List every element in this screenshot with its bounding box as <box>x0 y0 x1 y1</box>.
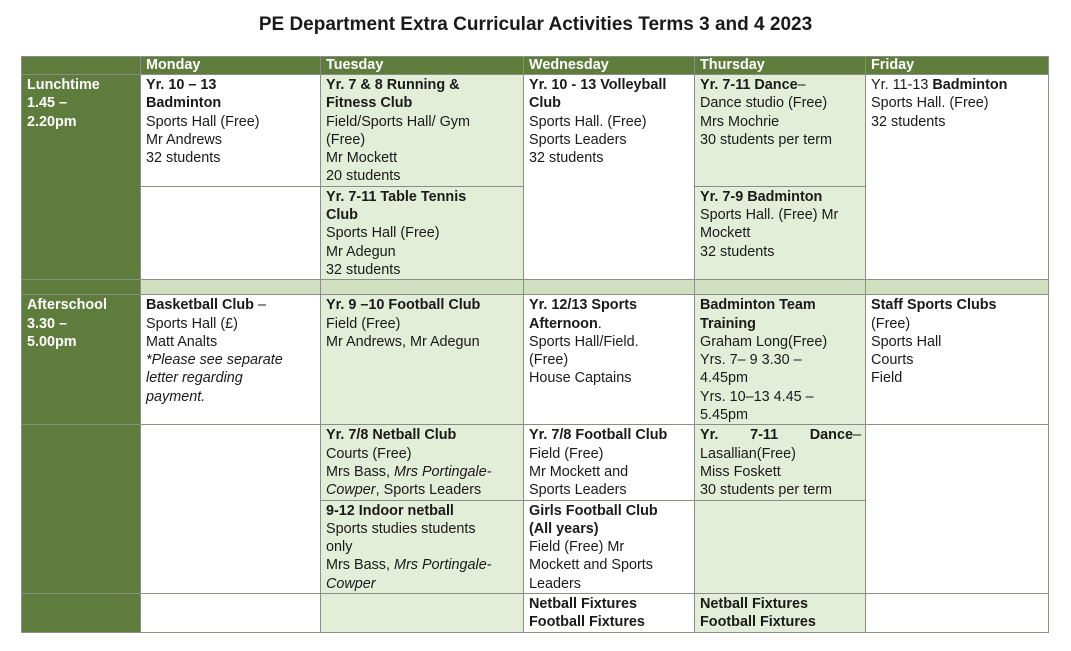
activity-detail: 32 students <box>871 113 946 130</box>
payment-note: *Please see separate <box>146 352 283 369</box>
activity-title: Yr. 10 - 13 Volleyball <box>529 77 667 93</box>
activity-title: Club <box>326 207 358 224</box>
activity-detail: Sports Hall (Free) <box>326 225 440 242</box>
activity-detail: Mr Andrews <box>146 131 222 148</box>
activity-detail: Field (Free) <box>326 315 401 332</box>
header-tuesday: Tuesday <box>321 57 524 75</box>
activity-title: Yr. 12/13 Sports <box>529 297 637 314</box>
coach-name-italic: Cowper <box>326 575 376 592</box>
lunch-tuesday-cell-2 <box>321 186 524 279</box>
activity-detail: Mockett <box>700 225 751 242</box>
activity-title: Yr. 7 & 8 Running & <box>326 77 460 93</box>
activity-detail: Mr Mockett <box>326 150 398 167</box>
activity-title: Basketball Club <box>146 297 254 314</box>
activity-detail: Field (Free) Mr <box>529 539 625 556</box>
coach-name: Mrs Bass, <box>326 557 394 574</box>
title-dot: . <box>597 315 602 332</box>
header-friday: Friday <box>866 57 1049 75</box>
afterschool-label-blank <box>22 425 141 594</box>
fixtures-label-blank <box>22 594 141 633</box>
activity-detail: Graham Long(Free) <box>700 333 828 350</box>
activity-title: Yr. 7-9 Badminton <box>700 188 823 205</box>
activity-title: Staff Sports Clubs <box>871 297 997 314</box>
header-monday: Monday <box>141 57 321 75</box>
afterschool-label-line: Afterschool <box>27 297 107 314</box>
fixtures-row <box>22 594 1049 633</box>
lunchtime-label-line: 2.20pm <box>27 113 77 130</box>
activity-title: Yr. 7-11 Dance <box>700 77 798 93</box>
activity-title: Badminton <box>146 95 222 112</box>
after-friday-cell <box>866 295 1049 425</box>
activity-detail: Sports Hall (£) <box>146 315 238 332</box>
after-wednesday-cell-2 <box>524 425 695 500</box>
lunchtime-row-1 <box>22 75 1049 187</box>
title-part: Dance <box>809 427 853 444</box>
activity-detail: 32 students <box>146 150 221 167</box>
coach-name-italic: Mrs Portingale- <box>393 463 492 480</box>
activity-title: Yr. 10 – 13 <box>146 77 217 93</box>
activity-detail: Mr Adegun <box>326 243 396 260</box>
header-thursday: Thursday <box>695 57 866 75</box>
activity-detail: Matt Analts <box>146 333 218 350</box>
activity-detail: (Free) <box>871 315 911 332</box>
fixtures-wednesday-cell <box>524 594 695 633</box>
header-wednesday: Wednesday <box>524 57 695 75</box>
activity-detail: 32 students <box>326 261 401 278</box>
activity-detail: Field <box>871 370 903 387</box>
activity-detail: 30 students per term <box>700 131 832 148</box>
header-corner <box>22 57 141 75</box>
activity-title: Training <box>700 315 756 332</box>
activity-detail: Yrs. 10–13 4.45 – <box>700 388 814 405</box>
lunch-thursday-cell-1 <box>695 75 866 187</box>
afterschool-label-line: 5.00pm <box>27 333 77 350</box>
activity-detail: Sports Leaders <box>529 131 627 148</box>
activity-detail: Lasallian(Free) <box>700 445 796 462</box>
lunch-monday-empty <box>141 186 321 279</box>
activity-title: Yr. 7/8 Netball Club <box>326 427 457 444</box>
after-thursday-empty <box>695 500 866 593</box>
activity-detail: Sports Hall. (Free) <box>529 113 647 130</box>
lunchtime-label <box>22 75 141 280</box>
separator-cell <box>695 280 866 295</box>
payment-note: letter regarding <box>146 370 243 387</box>
activity-detail: Field (Free) <box>529 445 604 462</box>
fixtures-thursday-cell <box>695 594 866 633</box>
activity-title: Girls Football Club <box>529 502 658 519</box>
activity-detail: 32 students <box>700 243 775 260</box>
separator-cell <box>321 280 524 295</box>
activity-detail: Sports Hall <box>871 333 942 350</box>
after-tuesday-cell-2 <box>321 425 524 500</box>
activity-detail: House Captains <box>529 370 632 387</box>
activity-title: Fitness Club <box>326 95 413 112</box>
separator-cell <box>866 280 1049 295</box>
lunchtime-label-line: Lunchtime <box>27 77 100 93</box>
coach-name-italic: Cowper <box>326 482 376 499</box>
activity-title: Badminton <box>932 77 1008 93</box>
activities-timetable <box>21 56 1049 633</box>
separator-cell <box>141 280 321 295</box>
activity-detail: 30 students per term <box>700 482 832 499</box>
title-dash: – <box>253 297 266 314</box>
activity-detail: Field/Sports Hall/ Gym <box>326 113 470 130</box>
header-row <box>22 57 1049 75</box>
fixtures-monday-empty <box>141 594 321 633</box>
after-tuesday-cell-1 <box>321 295 524 425</box>
coach-name-italic: Mrs Portingale- <box>393 557 492 574</box>
coach-name: , Sports Leaders <box>375 482 482 499</box>
activity-detail: Dance studio (Free) <box>700 95 828 112</box>
afterschool-label-line: 3.30 – <box>27 315 68 332</box>
title-part: 7-11 <box>750 427 779 444</box>
lunch-wednesday-cell <box>524 75 695 280</box>
activity-detail: 20 students <box>326 168 401 185</box>
after-monday-empty <box>141 425 321 594</box>
title-dash: – <box>797 77 806 93</box>
fixtures-tuesday-empty <box>321 594 524 633</box>
activity-detail: 5.45pm <box>700 407 748 424</box>
fixture-item: Football Fixtures <box>529 614 645 631</box>
separator-cell <box>524 280 695 295</box>
afterschool-row-1 <box>22 295 1049 425</box>
activity-detail: Sports Hall. (Free) Mr <box>700 207 839 224</box>
lunch-monday-cell <box>141 75 321 187</box>
after-wednesday-cell-3 <box>524 500 695 593</box>
activity-title: Yr. 9 –10 Football Club <box>326 297 481 314</box>
after-thursday-cell-2 <box>695 425 866 500</box>
activity-detail: Sports Hall (Free) <box>146 113 260 130</box>
after-tuesday-cell-3 <box>321 500 524 593</box>
after-friday-empty <box>866 425 1049 594</box>
activity-title: Afternoon <box>529 315 598 332</box>
activity-detail: Mr Mockett and <box>529 463 629 480</box>
activity-title: Club <box>529 95 561 112</box>
after-thursday-cell-1 <box>695 295 866 425</box>
fixtures-friday-empty <box>866 594 1049 633</box>
fixture-item: Netball Fixtures <box>700 596 808 613</box>
afterschool-row-2 <box>22 425 1049 500</box>
activity-detail: Mockett and Sports <box>529 557 653 574</box>
activity-detail: Mr Andrews, Mr Adegun <box>326 333 480 350</box>
after-wednesday-cell-1 <box>524 295 695 425</box>
title-part: Yr. <box>700 427 719 444</box>
activity-detail: Courts <box>871 352 914 369</box>
lunchtime-label-line: 1.45 – <box>27 95 68 112</box>
lunch-thursday-cell-2 <box>695 186 866 279</box>
lunch-friday-cell <box>866 75 1049 280</box>
title-dash: – <box>852 427 861 444</box>
activity-detail: (Free) <box>326 131 366 148</box>
fixture-item: Football Fixtures <box>700 614 816 631</box>
activity-detail: 4.45pm <box>700 370 748 387</box>
fixture-item: Netball Fixtures <box>529 596 637 613</box>
activity-title: 9-12 Indoor netball <box>326 502 454 519</box>
activity-detail: Sports Hall. (Free) <box>871 95 989 112</box>
activity-detail: 32 students <box>529 150 604 167</box>
after-monday-cell <box>141 295 321 425</box>
activity-detail: only <box>326 539 353 556</box>
activity-detail: Mrs Mochrie <box>700 113 780 130</box>
activity-detail: Miss Foskett <box>700 463 781 480</box>
activity-detail: Sports studies students <box>326 520 476 537</box>
activity-detail: Sports Leaders <box>529 482 627 499</box>
activity-year: Yr. 11-13 <box>871 77 933 93</box>
activity-detail: Yrs. 7– 9 3.30 – <box>700 352 802 369</box>
activity-title: Yr. 7-11 Table Tennis <box>326 188 467 205</box>
separator-label <box>22 280 141 295</box>
activity-title: Badminton Team <box>700 297 816 314</box>
activity-detail: Leaders <box>529 575 582 592</box>
activity-title: Yr. 7/8 Football Club <box>529 427 668 444</box>
activity-detail: Sports Hall/Field. <box>529 333 639 350</box>
payment-note: payment. <box>146 388 206 405</box>
page-title: PE Department Extra Curricular Activities Terms 3 and 4 2023 <box>258 14 813 35</box>
activity-detail: (Free) <box>529 352 569 369</box>
coach-name: Mrs Bass, <box>326 463 394 480</box>
lunch-tuesday-cell-1 <box>321 75 524 187</box>
activity-title: (All years) <box>529 520 599 537</box>
afterschool-label <box>22 295 141 425</box>
activity-detail: Courts (Free) <box>326 445 412 462</box>
separator-row <box>22 280 1049 295</box>
